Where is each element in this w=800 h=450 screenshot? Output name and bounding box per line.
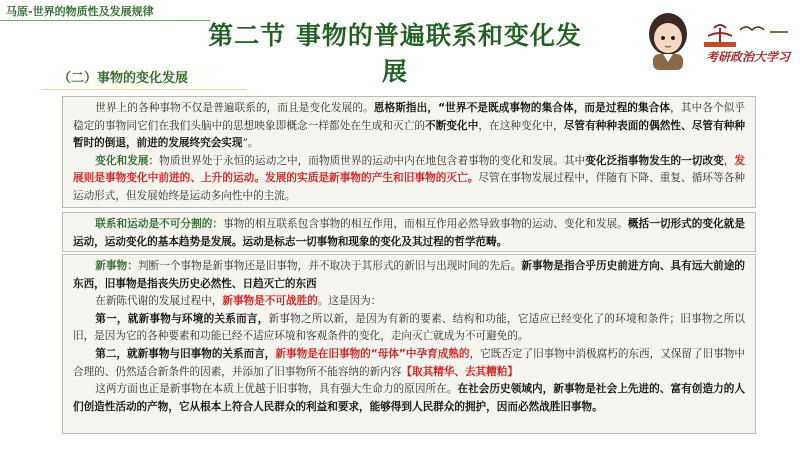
content-box-changes	[62, 96, 756, 208]
text-segment: 。这是因为：	[317, 295, 382, 308]
text-segment: 新事物之所以新，是因为有新的要素、结构和功能，它适应已经变化了的环境和条件；旧事物之所以旧，是因为它的各种要素和功能已经不适应环境和客观条件的变化，走向灭亡就成为不可避免的。	[73, 312, 746, 343]
bold-phrase: 在社会历史领域内，新事物是社会上先进的、富有创造力的人们创造性活动的产物，它从根本上符合人民群众的利益和要求，能够得到人民群众的拥护，因而必然战胜旧事物。	[73, 383, 745, 413]
red-emphasis: 发展则是事物变化中前进的、上升的运动。	[73, 154, 746, 185]
content-box-new-things	[62, 254, 756, 434]
term-label: 联系和运动是不可分割的：	[95, 218, 224, 230]
bold-quote: 恩格斯指出，“世界不是既成事物的集合体，而是过程的集合体	[373, 102, 671, 114]
bold-phrase: 尽管有种种表面的偶然性、尽管有种种暂时的倒退，前进的发展终究会实现	[73, 119, 746, 150]
text-segment: 在新陈代谢的发展过程中，	[95, 295, 223, 308]
paragraph-engels	[73, 100, 745, 153]
header-rule	[0, 20, 210, 21]
page-title: 第二节 事物的普遍联系和变化发展	[208, 21, 582, 86]
paragraph-conclusion	[73, 381, 745, 416]
red-emphasis: 发展的实质是新事物的产生和旧事物的灭亡。	[265, 172, 479, 185]
content-box-connection-motion	[62, 212, 756, 252]
bold-phrase: 第一，就新事物与环境的关系而言，	[95, 312, 269, 325]
text-segment: ”。	[242, 137, 259, 150]
paragraph-change-development	[73, 153, 745, 206]
paragraph-first-reason	[73, 311, 745, 346]
text-segment: ，它既否定了旧事物中消极腐朽的东西，又保留了旧事物中合理的、仍然适合新条件的因素，并添加了旧事物所不能容纳的新内容	[73, 347, 745, 378]
section-heading: （二）事物的变化发展	[42, 68, 247, 90]
text-segment: ，在这种变化中，	[478, 119, 564, 132]
text-segment: 世界上的各种事物不仅是普遍联系的，而且是变化发展的。	[95, 102, 374, 114]
term-label: 新事物：	[95, 260, 138, 272]
text-segment: ，	[723, 154, 735, 167]
text-segment: 这两方面也正是新事物在本质上优越于旧事物，具有强大生命力的原因所在。	[95, 383, 458, 396]
paragraph-second-reason	[73, 346, 745, 381]
bold-phrase: 概括一切形式的变化就是运动，运动变化的基本趋势是发展。运动是标志一切事物和现象的变化及其过程的哲学范畴。	[73, 218, 746, 248]
text-segment: 事物的相互联系包含事物的相互作用，而相互作用必然导致事物的运动、变化和发展。	[223, 218, 628, 230]
paragraph-invincible	[73, 293, 745, 311]
text-segment: 判断一个事物是新事物还是旧事物，并不取决于其形式的新旧与出现时间的先后。	[137, 260, 522, 272]
bold-phrase: 变化泛指事物发生的一切改变	[585, 154, 724, 167]
red-emphasis: 【取其精华、去其糟粕】	[401, 365, 518, 378]
term-label: 变化和发展：	[95, 154, 160, 167]
text-segment: ，其中各个似乎稳定的事物同它们在我们头脑中的思想映象即概念一样都处在生成和灭亡的	[73, 102, 746, 132]
paragraph-new-things	[73, 258, 745, 293]
paragraph-connection-motion	[73, 216, 745, 251]
bold-phrase: 第二，就新事物与旧事物的关系而言，	[95, 347, 276, 360]
text-segment: 尽管在事物发展过程中，伴随有下降、重复、循环等各种运动形式，但发展始终是运动多向性中的主流。	[73, 172, 746, 202]
course-path: 马原-世界的物质性及发展规律	[6, 5, 154, 18]
logo-text: 考研政治大学习	[705, 50, 790, 64]
cartoon-avatar-icon	[641, 8, 695, 70]
red-emphasis: 新事物是在旧事物的“母体”中孕育成熟的	[275, 347, 470, 360]
bold-phrase: 新事物是指合乎历史前进方向、具有远大前途的东西，旧事物是指丧失历史必然性、日趋灭亡的东西	[73, 260, 746, 290]
red-emphasis: 新事物是不可战胜的	[222, 295, 318, 308]
bold-phrase: 不断变化中	[425, 119, 479, 132]
text-segment: 物质世界处于永恒的运动之中，而物质世界的运动中内在地包含着事物的变化和发展。其中	[159, 154, 586, 167]
